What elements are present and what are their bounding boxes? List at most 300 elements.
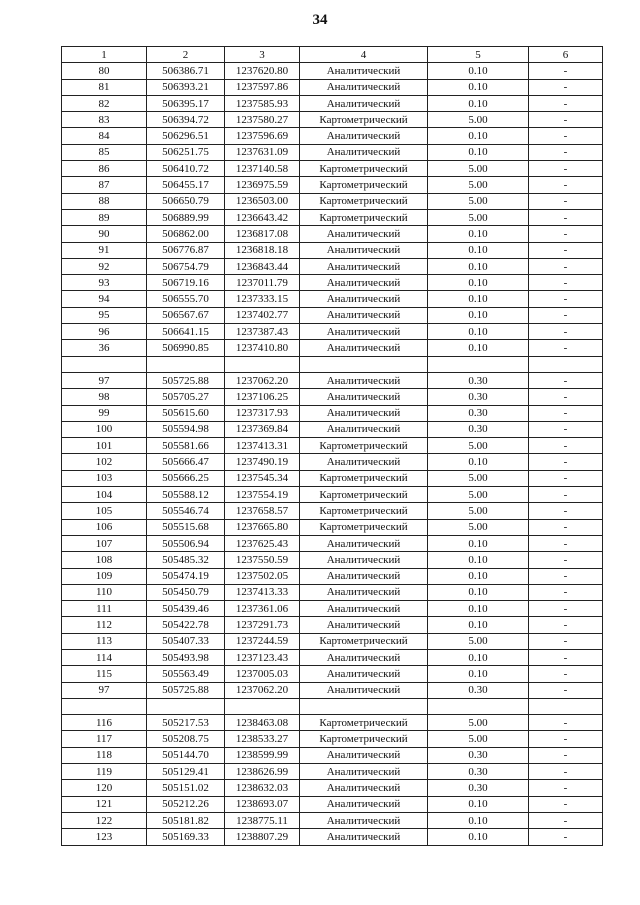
table-cell: 505485.32 <box>147 552 225 568</box>
table-cell: Аналитический <box>300 128 428 144</box>
table-cell: 5.00 <box>428 193 529 209</box>
table-row <box>62 715 603 731</box>
table-cell: 1237596.69 <box>225 128 300 144</box>
table-row <box>62 487 603 503</box>
table-cell <box>300 356 428 372</box>
table-cell: 505563.49 <box>147 666 225 682</box>
table-row <box>62 764 603 780</box>
table-cell: 1237387.43 <box>225 324 300 340</box>
table-cell: 103 <box>62 470 147 486</box>
table-row <box>62 112 603 128</box>
table-cell: Аналитический <box>300 584 428 600</box>
table-cell: 1237585.93 <box>225 95 300 111</box>
table-cell: Картометрический <box>300 633 428 649</box>
table-cell: Аналитический <box>300 747 428 763</box>
table-cell: 1237502.05 <box>225 568 300 584</box>
table-cell: 0.30 <box>428 405 529 421</box>
table-cell: 506394.72 <box>147 112 225 128</box>
table-cell: - <box>529 209 603 225</box>
table-cell: 0.10 <box>428 454 529 470</box>
table-row <box>62 503 603 519</box>
table-cell: 5.00 <box>428 487 529 503</box>
table-cell: 1237005.03 <box>225 666 300 682</box>
table-cell: 505129.41 <box>147 764 225 780</box>
table-cell: 1237665.80 <box>225 519 300 535</box>
table-cell: 105 <box>62 503 147 519</box>
table-cell: - <box>529 340 603 356</box>
table-cell: 1238632.03 <box>225 780 300 796</box>
table-cell: 0.30 <box>428 780 529 796</box>
table-cell: - <box>529 796 603 812</box>
table-row <box>62 144 603 160</box>
table-cell: 1236817.08 <box>225 226 300 242</box>
table-cell: 1238693.07 <box>225 796 300 812</box>
table-cell: 505725.88 <box>147 682 225 698</box>
table-cell: 506776.87 <box>147 242 225 258</box>
table-cell: 0.30 <box>428 682 529 698</box>
table-cell: Аналитический <box>300 780 428 796</box>
table-cell: Аналитический <box>300 63 428 79</box>
table-cell: - <box>529 291 603 307</box>
table-cell: 0.10 <box>428 63 529 79</box>
table-row <box>62 242 603 258</box>
table-cell: 1237140.58 <box>225 161 300 177</box>
table-row <box>62 470 603 486</box>
table-cell: 505506.94 <box>147 535 225 551</box>
table-cell: 1237361.06 <box>225 601 300 617</box>
table-cell: 0.10 <box>428 79 529 95</box>
table-cell: 0.30 <box>428 389 529 405</box>
table-row <box>62 698 603 714</box>
table-cell: 5.00 <box>428 112 529 128</box>
table-cell: Картометрический <box>300 193 428 209</box>
table-row <box>62 633 603 649</box>
table-cell: 5.00 <box>428 161 529 177</box>
table-cell: 1237625.43 <box>225 535 300 551</box>
table-cell: 0.10 <box>428 242 529 258</box>
table-cell: 1237291.73 <box>225 617 300 633</box>
table-cell: 98 <box>62 389 147 405</box>
table-cell: 0.10 <box>428 601 529 617</box>
table-cell: 505151.02 <box>147 780 225 796</box>
table-row <box>62 193 603 209</box>
table-cell: - <box>529 438 603 454</box>
table-row <box>62 796 603 812</box>
table-cell: 505181.82 <box>147 812 225 828</box>
table-cell <box>147 698 225 714</box>
table-cell: 102 <box>62 454 147 470</box>
table-cell: 123 <box>62 829 147 845</box>
table-cell: 506455.17 <box>147 177 225 193</box>
table-row <box>62 307 603 323</box>
table-cell: 1238807.29 <box>225 829 300 845</box>
column-header: 4 <box>300 47 428 63</box>
table-cell: 0.10 <box>428 95 529 111</box>
table-cell: 0.10 <box>428 324 529 340</box>
column-header: 1 <box>62 47 147 63</box>
table-cell: 505450.79 <box>147 584 225 600</box>
table-cell: 506990.85 <box>147 340 225 356</box>
table-cell: 1238463.08 <box>225 715 300 731</box>
table-cell: Аналитический <box>300 568 428 584</box>
table-header-row <box>62 47 603 63</box>
table-cell: 506862.00 <box>147 226 225 242</box>
table-cell: Картометрический <box>300 177 428 193</box>
table-cell: 0.10 <box>428 552 529 568</box>
table-cell: 505705.27 <box>147 389 225 405</box>
table-cell: 85 <box>62 144 147 160</box>
page-number: 34 <box>312 12 328 28</box>
table-cell: - <box>529 161 603 177</box>
table-row <box>62 177 603 193</box>
table-cell: 86 <box>62 161 147 177</box>
table-row <box>62 389 603 405</box>
table-cell: - <box>529 405 603 421</box>
table-cell <box>529 698 603 714</box>
table-cell: 505666.47 <box>147 454 225 470</box>
table-cell: - <box>529 535 603 551</box>
table-cell: - <box>529 242 603 258</box>
table-cell: - <box>529 487 603 503</box>
table-cell: - <box>529 275 603 291</box>
table-row <box>62 601 603 617</box>
table-row <box>62 356 603 372</box>
table-cell: 1238775.11 <box>225 812 300 828</box>
table-cell: 1236975.59 <box>225 177 300 193</box>
table-cell: 0.10 <box>428 812 529 828</box>
table-row <box>62 617 603 633</box>
table-cell: Аналитический <box>300 617 428 633</box>
table-row <box>62 275 603 291</box>
column-header: 6 <box>529 47 603 63</box>
table-cell: - <box>529 389 603 405</box>
table-row <box>62 812 603 828</box>
table-cell: 1237062.20 <box>225 372 300 388</box>
table-cell: Аналитический <box>300 79 428 95</box>
table-cell: - <box>529 617 603 633</box>
table-row <box>62 340 603 356</box>
table-cell: 1237554.19 <box>225 487 300 503</box>
table-cell: - <box>529 144 603 160</box>
table-cell: - <box>529 421 603 437</box>
table-cell: Аналитический <box>300 829 428 845</box>
table-cell: - <box>529 812 603 828</box>
table-cell: 1237410.80 <box>225 340 300 356</box>
table-cell: 506889.99 <box>147 209 225 225</box>
table-cell: 0.10 <box>428 829 529 845</box>
table-cell: 505725.88 <box>147 372 225 388</box>
table-row <box>62 161 603 177</box>
table-cell: 0.10 <box>428 291 529 307</box>
table-cell: 96 <box>62 324 147 340</box>
table-row <box>62 829 603 845</box>
table-cell: 89 <box>62 209 147 225</box>
table-body <box>62 63 603 845</box>
table-cell: 0.10 <box>428 617 529 633</box>
table-cell: 506296.51 <box>147 128 225 144</box>
table-cell: 0.10 <box>428 649 529 665</box>
table-cell: Аналитический <box>300 389 428 405</box>
table-cell: - <box>529 95 603 111</box>
table-cell: Картометрический <box>300 503 428 519</box>
table-cell: 5.00 <box>428 470 529 486</box>
table-cell: 118 <box>62 747 147 763</box>
table-cell: 90 <box>62 226 147 242</box>
table-cell: 506251.75 <box>147 144 225 160</box>
table-row <box>62 535 603 551</box>
table-cell: 1237244.59 <box>225 633 300 649</box>
table-cell: 1237413.33 <box>225 584 300 600</box>
table-row <box>62 649 603 665</box>
table-cell: - <box>529 470 603 486</box>
table-cell <box>62 698 147 714</box>
table-cell: 109 <box>62 568 147 584</box>
table-row <box>62 666 603 682</box>
table-cell <box>428 356 529 372</box>
table-cell: Аналитический <box>300 421 428 437</box>
table-cell <box>428 698 529 714</box>
table-cell: 5.00 <box>428 633 529 649</box>
table-cell: 108 <box>62 552 147 568</box>
table-cell: 122 <box>62 812 147 828</box>
table-cell: 1237545.34 <box>225 470 300 486</box>
table-cell: - <box>529 112 603 128</box>
table-cell: Аналитический <box>300 812 428 828</box>
table-cell: 506719.16 <box>147 275 225 291</box>
table-cell: 101 <box>62 438 147 454</box>
table-cell: 1237631.09 <box>225 144 300 160</box>
table-row <box>62 209 603 225</box>
table-cell: 1238626.99 <box>225 764 300 780</box>
table-cell: 94 <box>62 291 147 307</box>
table-cell: Аналитический <box>300 226 428 242</box>
table-cell: 1238599.99 <box>225 747 300 763</box>
table-row <box>62 95 603 111</box>
table-cell <box>62 356 147 372</box>
table-cell: - <box>529 829 603 845</box>
table-cell: 91 <box>62 242 147 258</box>
table-row <box>62 79 603 95</box>
table-row <box>62 372 603 388</box>
table-cell: 1237317.93 <box>225 405 300 421</box>
table-cell: 5.00 <box>428 438 529 454</box>
table-cell: - <box>529 503 603 519</box>
table-row <box>62 584 603 600</box>
table-cell: - <box>529 552 603 568</box>
table-row <box>62 731 603 747</box>
table-cell: 87 <box>62 177 147 193</box>
table-cell: 505666.25 <box>147 470 225 486</box>
table-cell: 81 <box>62 79 147 95</box>
table-cell: 1237658.57 <box>225 503 300 519</box>
table-cell: Аналитический <box>300 535 428 551</box>
table-cell: Картометрический <box>300 209 428 225</box>
table-cell: 1237402.77 <box>225 307 300 323</box>
table-row <box>62 438 603 454</box>
table-cell: 113 <box>62 633 147 649</box>
table-cell: - <box>529 715 603 731</box>
table-cell: 100 <box>62 421 147 437</box>
table-row <box>62 258 603 274</box>
table-cell: 36 <box>62 340 147 356</box>
table-cell: 80 <box>62 63 147 79</box>
table-cell: 505615.60 <box>147 405 225 421</box>
table-cell: - <box>529 63 603 79</box>
table-cell: 5.00 <box>428 731 529 747</box>
table-cell: 5.00 <box>428 177 529 193</box>
table-cell: 0.10 <box>428 568 529 584</box>
table-cell: 1237123.43 <box>225 649 300 665</box>
table-cell: Картометрический <box>300 470 428 486</box>
table-cell: 112 <box>62 617 147 633</box>
table-cell: 92 <box>62 258 147 274</box>
table-row <box>62 519 603 535</box>
table-cell: 0.10 <box>428 535 529 551</box>
table-cell: 106 <box>62 519 147 535</box>
table-cell: 506555.70 <box>147 291 225 307</box>
table-cell: 1237369.84 <box>225 421 300 437</box>
table-cell: 111 <box>62 601 147 617</box>
table-cell: - <box>529 324 603 340</box>
table-row <box>62 421 603 437</box>
table-cell: Аналитический <box>300 764 428 780</box>
table-cell: 107 <box>62 535 147 551</box>
table-cell: 505493.98 <box>147 649 225 665</box>
table-cell: 0.10 <box>428 258 529 274</box>
table-cell: Аналитический <box>300 666 428 682</box>
table-cell: Аналитический <box>300 796 428 812</box>
table-cell: Аналитический <box>300 682 428 698</box>
table-cell: - <box>529 682 603 698</box>
table-cell: 505169.33 <box>147 829 225 845</box>
table-cell: 120 <box>62 780 147 796</box>
table-cell: 505474.19 <box>147 568 225 584</box>
table-cell: 505588.12 <box>147 487 225 503</box>
table-cell: 1237413.31 <box>225 438 300 454</box>
table-cell: 1237580.27 <box>225 112 300 128</box>
table-cell: 0.30 <box>428 747 529 763</box>
table-cell: 115 <box>62 666 147 682</box>
table-cell: 0.30 <box>428 372 529 388</box>
table-row <box>62 454 603 470</box>
table-cell: - <box>529 584 603 600</box>
table-cell: 505407.33 <box>147 633 225 649</box>
table-cell: 1237550.59 <box>225 552 300 568</box>
table-cell <box>147 356 225 372</box>
table-cell: 99 <box>62 405 147 421</box>
table-cell: 1237106.25 <box>225 389 300 405</box>
table-cell: 0.10 <box>428 340 529 356</box>
table-cell <box>529 356 603 372</box>
table-cell: 506386.71 <box>147 63 225 79</box>
table-row <box>62 291 603 307</box>
table-cell: 83 <box>62 112 147 128</box>
table-cell: 1237620.80 <box>225 63 300 79</box>
column-header: 5 <box>428 47 529 63</box>
table-cell: 0.10 <box>428 226 529 242</box>
table-cell: - <box>529 177 603 193</box>
table-cell: Аналитический <box>300 275 428 291</box>
table-cell: 505515.68 <box>147 519 225 535</box>
table-row <box>62 747 603 763</box>
table-cell: Аналитический <box>300 340 428 356</box>
table-cell: 1238533.27 <box>225 731 300 747</box>
table-cell: 114 <box>62 649 147 665</box>
table-row <box>62 780 603 796</box>
table-row <box>62 682 603 698</box>
table-cell: Аналитический <box>300 324 428 340</box>
table-cell: 1237490.19 <box>225 454 300 470</box>
table-cell: 82 <box>62 95 147 111</box>
table-cell: 88 <box>62 193 147 209</box>
table-cell: 505212.26 <box>147 796 225 812</box>
table-cell: Картометрический <box>300 161 428 177</box>
table-cell: 119 <box>62 764 147 780</box>
table-row <box>62 226 603 242</box>
table-cell: 1237062.20 <box>225 682 300 698</box>
table-row <box>62 324 603 340</box>
table-cell: 506754.79 <box>147 258 225 274</box>
table-cell: 5.00 <box>428 519 529 535</box>
table-cell: 505594.98 <box>147 421 225 437</box>
table-cell: Аналитический <box>300 405 428 421</box>
table-cell: 506410.72 <box>147 161 225 177</box>
table-cell: Аналитический <box>300 307 428 323</box>
table-cell: 121 <box>62 796 147 812</box>
table-cell: - <box>529 79 603 95</box>
table-cell: - <box>529 601 603 617</box>
table-cell: Картометрический <box>300 112 428 128</box>
table-cell: - <box>529 454 603 470</box>
table-cell: 1236843.44 <box>225 258 300 274</box>
table-cell: 1236818.18 <box>225 242 300 258</box>
table-cell: 5.00 <box>428 715 529 731</box>
coordinates-table <box>61 46 603 846</box>
table-cell: 505546.74 <box>147 503 225 519</box>
table-cell: 116 <box>62 715 147 731</box>
table-cell <box>225 356 300 372</box>
column-header: 3 <box>225 47 300 63</box>
table-cell: 1237011.79 <box>225 275 300 291</box>
table-cell: 117 <box>62 731 147 747</box>
table-cell: 506393.21 <box>147 79 225 95</box>
table-cell: Аналитический <box>300 601 428 617</box>
table-cell: 506641.15 <box>147 324 225 340</box>
table-cell: - <box>529 519 603 535</box>
table-cell: Картометрический <box>300 731 428 747</box>
table-cell: - <box>529 226 603 242</box>
table-cell: 505217.53 <box>147 715 225 731</box>
table-row <box>62 552 603 568</box>
table-cell: - <box>529 731 603 747</box>
table-cell: Аналитический <box>300 95 428 111</box>
table-cell: 506650.79 <box>147 193 225 209</box>
table-cell: - <box>529 258 603 274</box>
table-cell: 0.30 <box>428 421 529 437</box>
table-cell: 97 <box>62 682 147 698</box>
table-cell: 104 <box>62 487 147 503</box>
table-cell: 110 <box>62 584 147 600</box>
table-cell <box>225 698 300 714</box>
table-cell: 0.10 <box>428 796 529 812</box>
table-cell: 97 <box>62 372 147 388</box>
table-cell: 1236503.00 <box>225 193 300 209</box>
table-cell: - <box>529 649 603 665</box>
table-cell: 1237597.86 <box>225 79 300 95</box>
table-cell: 0.10 <box>428 584 529 600</box>
table-cell: Аналитический <box>300 291 428 307</box>
table-cell: - <box>529 764 603 780</box>
